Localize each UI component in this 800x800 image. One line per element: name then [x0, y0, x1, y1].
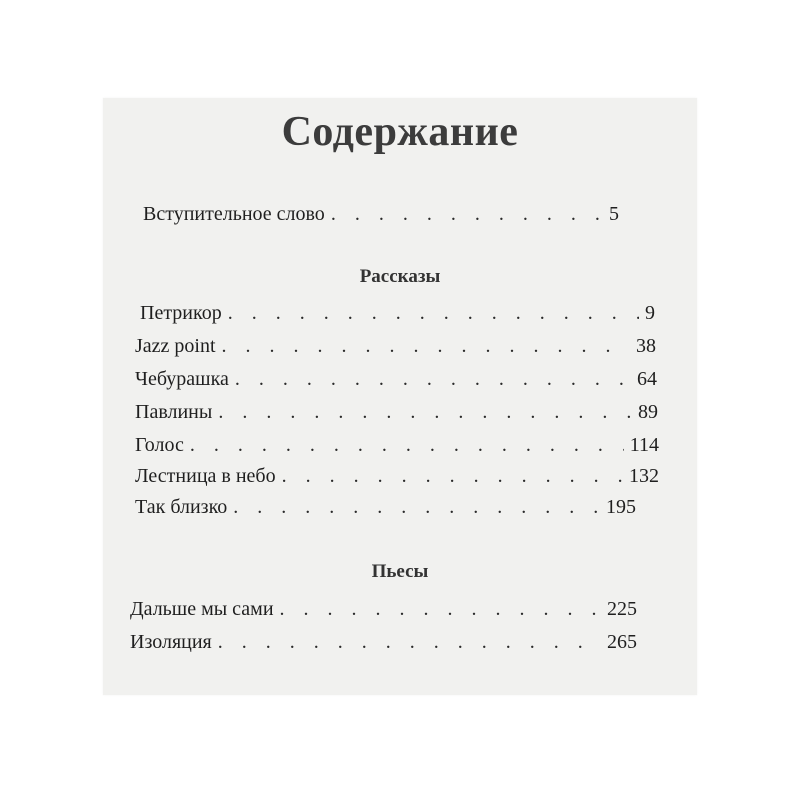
- toc-entry-label: Вступительное слово: [143, 203, 325, 225]
- leader-dots: [218, 631, 601, 654]
- toc-entry: [135, 496, 636, 519]
- toc-entry-label: Лестница в небо: [135, 465, 276, 487]
- leader-dots: [331, 203, 603, 226]
- toc-entry-page: 5: [609, 203, 619, 225]
- toc-entry-page: 132: [629, 465, 659, 487]
- leader-dots: [218, 401, 632, 424]
- toc-entry-label: Павлины: [135, 401, 213, 423]
- leader-dots: [235, 368, 631, 391]
- toc-entry-intro: [143, 203, 619, 226]
- toc-entry-label: Дальше мы сами: [130, 598, 274, 620]
- toc-entry: [130, 631, 637, 654]
- toc-entry-label: Jazz point: [135, 335, 216, 357]
- toc-entry: [130, 598, 637, 621]
- toc-entry: [135, 335, 656, 358]
- toc-entry-page: 225: [607, 598, 637, 620]
- toc-entry-page: 89: [638, 401, 658, 423]
- toc-entry-page: 114: [629, 434, 659, 456]
- toc-entry-label: Изоляция: [130, 631, 212, 653]
- section-heading-plays: Пьесы: [371, 561, 429, 582]
- toc-entry-label: Петрикор: [140, 302, 222, 324]
- toc-entry: [135, 434, 659, 457]
- section-heading-stories: Рассказы: [359, 266, 441, 287]
- leader-dots: [190, 434, 624, 457]
- toc-entry-page: 195: [606, 496, 636, 518]
- toc-entry-page: 265: [607, 631, 637, 653]
- leader-dots: [280, 598, 601, 621]
- toc-entry-label: Так близко: [135, 496, 228, 518]
- toc-entry-page: 38: [636, 335, 656, 357]
- leader-dots: [222, 335, 630, 358]
- toc-entry-page: 64: [637, 368, 657, 390]
- toc-entry: [135, 368, 657, 391]
- leader-dots: [233, 496, 600, 519]
- toc-entry-page: 9: [645, 302, 655, 324]
- toc-entry-label: Голос: [135, 434, 184, 456]
- toc-entry: [135, 401, 658, 424]
- toc-entry: [135, 465, 659, 488]
- leader-dots: [282, 465, 623, 488]
- toc-entry: [140, 302, 655, 325]
- leader-dots: [228, 302, 639, 325]
- toc-entry-label: Чебурашка: [135, 368, 229, 390]
- page-title: Содержание: [281, 109, 519, 155]
